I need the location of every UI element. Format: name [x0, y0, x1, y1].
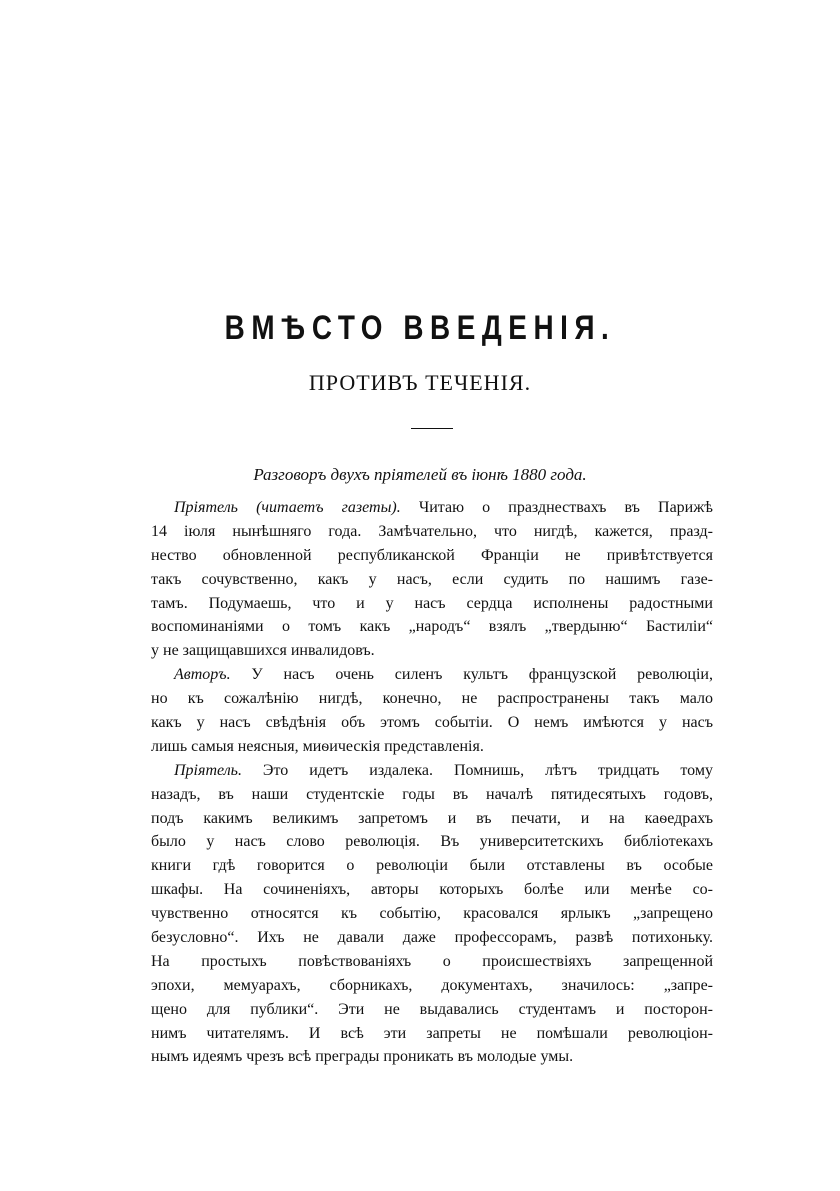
text-line: безусловно“. Ихъ не давали даже профессорамъ, развѣ потихоньку. [151, 929, 713, 947]
line-text: У насъ очень силенъ культъ французской революціи, [230, 666, 713, 684]
text-line: лишь самыя неясныя, миѳическія представленія. [151, 737, 484, 755]
speaker-label: Пріятель (читаетъ газеты). [174, 499, 401, 516]
text-line: эпохи, мемуарахъ, сборникахъ, документахъ, значилось: „запре- [151, 976, 713, 994]
text-line: подъ какимъ великимъ запретомъ и въ печати, и на каѳедрахъ [151, 809, 713, 827]
text-line: нымъ идеямъ чрезъ всѣ преграды проникать въ молодые умы. [151, 1048, 574, 1066]
text-line: тамъ. Подумаешь, что и у насъ сердца исполнены радостными [151, 594, 713, 612]
text-line: 14 іюля нынѣшняго года. Замѣчательно, что нигдѣ, кажется, празд- [151, 522, 713, 540]
text-line: щено для публики“. Эти не выдавались студентамъ и посторон- [151, 1000, 713, 1018]
speaker-label: Авторъ. [174, 666, 231, 684]
text-line: На простыхъ повѣствованіяхъ о происшествіяхъ запрещенной [151, 952, 713, 970]
text-line: нество обновленной республиканской Франціи не привѣтствуется [151, 546, 713, 564]
text-line: было у насъ слово революція. Въ университетскихъ библіотекахъ [151, 833, 713, 851]
text-line: шкафы. На сочиненіяхъ, авторы которыхъ болѣе или менѣе со- [151, 881, 713, 899]
text-line: такъ сочувственно, какъ у насъ, если судить по нашимъ газе- [151, 570, 713, 588]
text-line: нимъ читателямъ. И всѣ эти запреты не помѣшали революціон- [151, 1024, 713, 1042]
line-text: Это идетъ издалека. Помнишь, лѣтъ тридцать тому [241, 761, 713, 779]
chapter-subtitle: ПРОТИВЪ ТЕЧЕНІЯ. [308, 370, 532, 395]
text-line: назадъ, въ наши студентскіе годы въ началѣ пятидесятыхъ годовъ, [151, 785, 713, 803]
text-line: какъ у насъ свѣдѣнія объ этомъ событіи. О немъ имѣются у насъ [151, 714, 713, 732]
body-text [151, 496, 713, 1069]
text-line: воспоминаніями о томъ какъ „народъ“ взялъ „твердыню“ Бастиліи“ [151, 618, 713, 636]
chapter-title: ВМѢСТО ВВЕДЕНІЯ. [224, 309, 616, 347]
text-line: книги гдѣ говорится о революціи были отставлены въ особые [151, 857, 713, 875]
line-text: Читаю о празднествахъ въ Парижѣ [400, 499, 713, 516]
dialogue-caption: Разговоръ двухъ пріятелей въ іюнѣ 1880 года. [253, 465, 587, 484]
speaker-label: Пріятель. [174, 761, 242, 779]
text-line: у не защищавшихся инвалидовъ. [151, 642, 375, 660]
section-divider [411, 428, 453, 429]
text-line [151, 496, 713, 520]
text-line [151, 663, 713, 687]
text-line [151, 759, 713, 783]
text-line: чувственно относятся къ событію, красовался ярлыкъ „запрещено [151, 905, 713, 923]
text-line: но къ сожалѣнію нигдѣ, конечно, не распространены такъ мало [151, 690, 713, 708]
